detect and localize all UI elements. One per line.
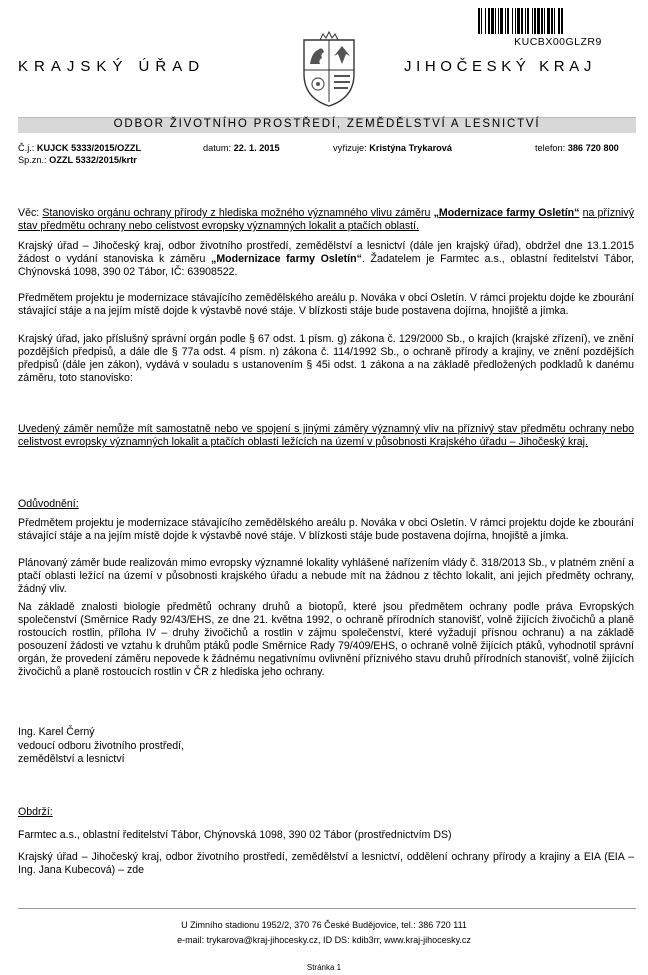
recipients-heading: Obdrží:	[18, 806, 53, 818]
footer-divider	[18, 908, 636, 909]
signatory-role-2: zemědělství a lesnictví	[18, 753, 125, 765]
header-region: JIHOČESKÝ KRAJ	[404, 58, 596, 75]
paragraph-project: Předmětem projektu je modernizace stávajícího zemědělského areálu p. Nováka v obci Osletín. V rámci projektu dojde ke zbourání stávající stáje a na jejím místě dojde k výstavbě nové stáje. V blízkosti stáje bude postavena dojírna, hnojiště a jímka.	[18, 292, 634, 317]
department-title: ODBOR ŽIVOTNÍHO PROSTŘEDÍ, ZEMĚDĚLSTVÍ A LESNICTVÍ	[113, 118, 541, 130]
handler: vyřizuje: Kristýna Trykarová	[333, 143, 452, 153]
paragraph-intro: Krajský úřad – Jihočeský kraj, odbor životního prostředí, zemědělství a lesnictví (dále jen krajský úřad), obdržel dne 13.1.2015 žádost o vydání stanoviska k záměru „Modernizace farmy Osletín“. Žadatelem je Farmtec a.s., oblastní ředitelství Tábor, Chýnovská 1098, 390 02 Tábor, IČ: 63908522.	[18, 240, 634, 278]
coat-of-arms-emblem	[298, 30, 360, 108]
file-mark: Sp.zn.: OZZL 5332/2015/krtr	[18, 155, 137, 165]
recipient-2: Krajský úřad – Jihočeský kraj, odbor životního prostředí, zemědělství a lesnictví, oddělení ochrany přírody a krajiny a EIA (EIA – Ing. Jana Kubecová) – zde	[18, 851, 634, 876]
page-number: Stránka 1	[306, 963, 342, 972]
phone: telefon: 386 720 800	[535, 143, 619, 153]
reasoning-biology: Na základě znalosti biologie předmětů ochrany druhů a biotopů, které jsou předmětem ochrany podle práva Evropských společenství (Směrnice Rady 92/43/EHS, ze dne 21. května 1992, o ochraně přírodních stanovišť, volně žijících živočichů a planě rostoucích rostlin, příloha IV – druhy živočichů a rostlin v zájmu společenství, které vyžadují přísnou ochranu) a na základě posouzení žádosti ve vztahu k druhům ptáků podle Směrnice Rady 79/409/EHS, o ochraně volně žijících ptáků, vyhodnotil správní orgán, že provedení záměru nepovede k žádnému negativnímu ovlivnění příznivého stavu druhů přírodních stanovišť, volně žijících živočichů a planě rostoucích rostlin v ČR z hlediska jeho ochrany.	[18, 601, 634, 678]
footer-contacts: e-mail: trykarova@kraj-jihocesky.cz, ID DS: kdib3rr, www.kraj-jihocesky.cz	[177, 935, 471, 945]
header-office: KRAJSKÝ ÚŘAD	[18, 58, 206, 75]
reasoning-location: Plánovaný záměr bude realizován mimo evropsky významné lokality vyhlášené nařízením vlády č. 318/2013 Sb., v platném znění a ptačí oblasti ležící na území v působnosti krajského úřadu a nebude mít na žádnou z těchto lokalit, ani jejich předměty ochrany, žádný vliv.	[18, 557, 634, 595]
document-date: datum: 22. 1. 2015	[203, 143, 280, 153]
signatory-role-1: vedoucí odboru životního prostředí,	[18, 740, 185, 752]
statement: Uvedený záměr nemůže mít samostatně nebo ve spojení s jinými záměry významný vliv na příznivý stav předmětu ochrany nebo celistvost evropsky významných lokalit a ptačích oblastí ležících na území v působnosti Krajského úřadu – Jihočeský kraj.	[18, 423, 634, 448]
paragraph-authority: Krajský úřad, jako příslušný správní orgán podle § 67 odst. 1 písm. g) zákona č. 129/2000 Sb., o krajích (krajské zřízení), ve znění pozdějších předpisů, a dále dle § 77a odst. 4 písm. n) zákona č. 114/1992 Sb., o ochraně přírody a krajiny, ve znění pozdějších předpisů (dále jen zákon), vydává v souladu s ustanovením § 45i odst. 1 zákona a na základě předložených podkladů k danému záměru, toto stanovisko:	[18, 333, 634, 384]
footer-address: U Zimního stadionu 1952/2, 370 76 České Budějovice, tel.: 386 720 111	[181, 920, 467, 930]
reasoning-project: Předmětem projektu je modernizace stávajícího zemědělského areálu p. Nováka v obci Osletín. V rámci projektu dojde ke zbourání stávající stáje a na jejím místě dojde k výstavbě nové stáje. V blízkosti stáje bude postavena dojírna, hnojiště a jímka.	[18, 517, 634, 542]
barcode	[478, 8, 638, 34]
barcode-id: KUCBX00GLZR9	[514, 36, 602, 48]
signatory-name: Ing. Karel Černý	[18, 726, 95, 738]
recipient-1: Farmtec a.s., oblastní ředitelství Tábor, Chýnovská 1098, 390 02 Tábor (prostřednictvím DS)	[18, 829, 452, 841]
reasoning-heading: Odůvodnění:	[18, 498, 79, 510]
subject: Věc: Stanovisko orgánu ochrany přírody z hlediska možného významného vlivu záměru „Modernizace farmy Osletín“ na příznivý stav předmětu ochrany nebo celistvost evropsky významných lokalit a ptačích oblastí.	[18, 207, 634, 232]
reference-number: Č.j.: KUJCK 5333/2015/OZZL	[18, 143, 142, 153]
